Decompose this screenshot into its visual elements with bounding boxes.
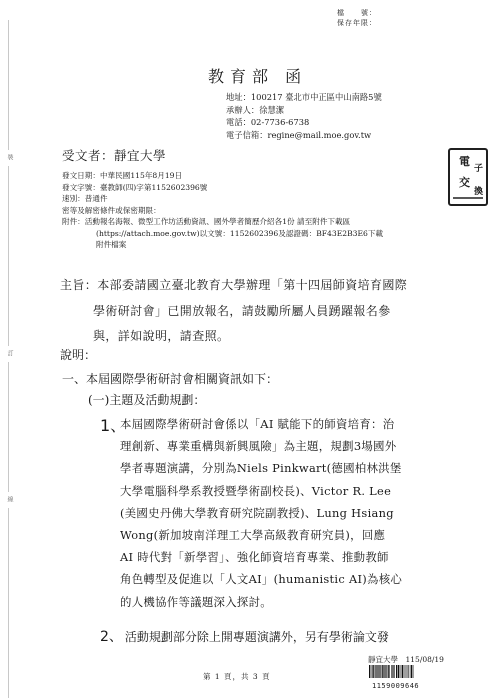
binding-mark-bottom: 線 <box>6 496 13 502</box>
paragraph-2-number: 2、 <box>100 629 123 645</box>
barcode-bar <box>373 665 374 678</box>
barcode-bar <box>402 665 403 678</box>
file-number-label: 檔 號： <box>337 9 377 17</box>
paragraph-1-line: 理創新、專業重構與新興風險」為主題，規劃3場國外 <box>120 439 397 454</box>
barcode-bar <box>369 665 370 678</box>
barcode-bar <box>413 665 414 678</box>
binding-line <box>5 20 13 700</box>
attachment-line-2: (https://attach.moe.gov.tw)以文號：1152602396及認證碼：BF43E2B3E6下載 <box>96 228 384 238</box>
paragraph-1-body <box>120 413 402 613</box>
numbered-paragraph-2 <box>100 626 389 646</box>
sender-address: 地址：100217 臺北市中正區中山南路5號 <box>226 92 382 102</box>
barcode-bar <box>385 665 386 678</box>
delivery-speed: 速別：普通件 <box>62 194 108 203</box>
paragraph-1-line: 角色轉型及促進以「人文AI」(humanistic AI)為核心 <box>120 572 403 587</box>
barcode-bar <box>392 665 393 678</box>
paragraph-1-number: 1、 <box>100 416 127 435</box>
barcode-bar <box>379 665 380 678</box>
barcode-bar <box>394 665 395 678</box>
barcode-bar <box>376 665 377 678</box>
sender-contact-block <box>226 91 382 141</box>
issue-date: 發文日期：中華民國115年8月19日 <box>62 171 183 180</box>
subject-paragraph <box>60 273 455 350</box>
attachment-line-3: 附件檔案 <box>96 240 127 249</box>
barcode-bar <box>391 665 392 678</box>
file-meta <box>337 8 377 28</box>
barcode-bar <box>408 665 409 678</box>
explanation-label: 說明： <box>60 348 97 362</box>
sender-phone: 電話：02-7736-6738 <box>226 117 310 128</box>
explanation-subitem-one: (一)主題及活動規劃： <box>88 393 206 407</box>
stamp-char-2: 子 <box>474 164 484 174</box>
stamp-char-4: 換 <box>474 187 484 197</box>
subject-line-1: 主旨：本部委請國立臺北教育大學辦理「第十四屆師資培育國際 <box>60 278 408 292</box>
receiver-date-stamp: 靜宜大學 115/08/19 <box>368 655 444 664</box>
barcode-bar <box>398 665 399 678</box>
stamp-char-3: 交 <box>459 176 470 189</box>
binding-mark-top: 裝 <box>6 154 13 160</box>
barcode-bar <box>388 665 389 678</box>
paragraph-1-line: Wong(新加坡南洋理工大學高級教育研究員)，回應 <box>120 528 386 543</box>
barcode-bar <box>372 665 373 678</box>
paragraph-2-text: 活動規劃部分除上開專題演講外，另有學術論文發 <box>124 630 389 644</box>
binding-mark-middle: 訂 <box>6 350 13 356</box>
barcode-bar <box>411 665 412 678</box>
barcode-bar <box>407 665 408 678</box>
subject-line-3: 與，詳如說明，請查照。 <box>93 329 230 344</box>
barcode-bar <box>371 665 372 678</box>
barcode-bar <box>383 665 384 678</box>
attachment-info <box>62 216 462 251</box>
subject-line-2: 學術研討會」已開放報名，請鼓勵所屬人員踴躍報名參 <box>93 303 391 318</box>
page-indicator: 第 1 頁，共 3 頁 <box>203 672 271 681</box>
barcode-bar <box>386 665 387 678</box>
barcode-bar <box>400 665 401 678</box>
paragraph-1-line: 本屆國際學術研討會係以「AI 賦能下的師資培育：治 <box>120 417 395 431</box>
document-meta <box>62 170 462 251</box>
barcode-number: 1159009646 <box>372 682 420 690</box>
barcode-bar <box>382 665 383 678</box>
sender-handler: 承辦人：徐慧潔 <box>226 104 285 115</box>
barcode-bar <box>406 665 407 678</box>
stamp-char-1: 電 <box>459 155 470 168</box>
barcode-bar <box>401 665 402 678</box>
paragraph-1-line: 大學電腦科學系教授暨學術副校長)、Victor R. Lee <box>120 483 392 498</box>
barcode-bar <box>380 665 381 678</box>
barcode <box>368 665 446 678</box>
explanation-item-one: 一、本屆國際學術研討會相關資訊如下： <box>62 372 279 386</box>
sender-email: 電子信箱：regine@mail.moe.gov.tw <box>226 129 372 140</box>
document-number: 發文字號：臺教師(四)字第1152602396號 <box>62 182 208 192</box>
paragraph-1-line: 學者專題演講，分別為Niels Pinkwart(德國柏林洪堡 <box>120 461 402 476</box>
letterhead-title: 教育部 函 <box>208 67 308 86</box>
barcode-bar <box>377 665 378 678</box>
paragraph-1-line: AI 時代對「新學習」、強化師資培育專業、推動教師 <box>120 550 389 565</box>
barcode-bar <box>389 665 390 678</box>
retention-period-label: 保存年限： <box>337 19 377 27</box>
paragraph-1-line: (美國史丹佛大學教育研究院副教授)、Lung Hsiang <box>120 505 394 520</box>
barcode-bar <box>396 665 397 678</box>
recipient: 受文者：靜宜大學 <box>62 148 167 163</box>
barcode-bar <box>410 665 411 678</box>
attachment-line-1: 附件：活動報名海報、微型工作坊活動資訊、國外學者簡歷介紹各1份 請至附件下載區 <box>62 217 351 226</box>
barcode-bar <box>375 665 376 678</box>
secrecy-level: 密等及解密條件或保密期限： <box>62 205 161 215</box>
paragraph-1-line: 的人機協作等議題深入探討。 <box>120 594 272 609</box>
barcode-bar <box>404 665 405 678</box>
